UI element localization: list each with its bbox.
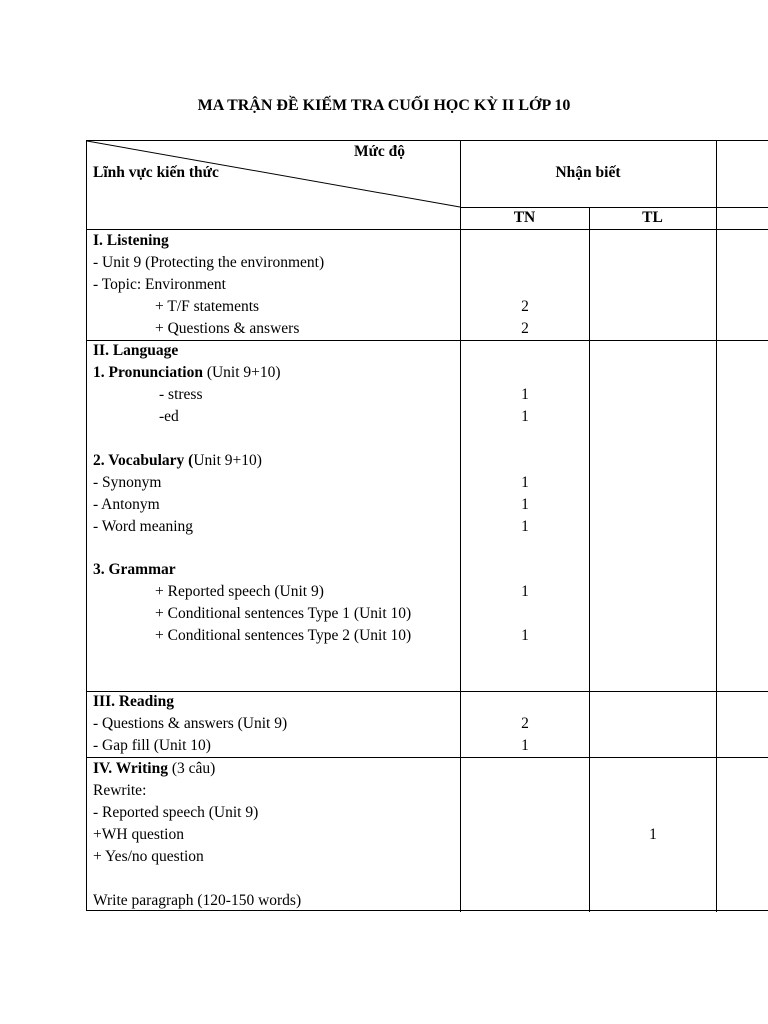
vocabulary-tn-value: 1 bbox=[521, 474, 529, 491]
writing-heading-bold: IV. Writing bbox=[93, 760, 168, 777]
listening-tn-value: 2 bbox=[521, 298, 529, 315]
pronunciation-heading-bold: 1. Pronunciation bbox=[93, 364, 203, 381]
pronunciation-item: -ed bbox=[159, 408, 179, 425]
writing-line: +WH question bbox=[93, 826, 184, 843]
listening-line: + T/F statements bbox=[155, 298, 260, 315]
listening-line: - Topic: Environment bbox=[93, 276, 226, 293]
writing-heading-suffix: (3 câu) bbox=[167, 760, 216, 777]
reading-tn-value: 2 bbox=[521, 715, 529, 732]
vocabulary-item: - Antonym bbox=[93, 496, 160, 513]
header-tl: TL bbox=[642, 209, 663, 226]
writing-line: Write paragraph (120-150 words) bbox=[93, 892, 302, 909]
vocabulary-tn-value: 1 bbox=[521, 496, 529, 513]
vocabulary-tn-value: 1 bbox=[521, 518, 529, 535]
vocabulary-heading-bold: 2. Vocabulary ( bbox=[93, 452, 194, 469]
pronunciation-tn-value: 1 bbox=[521, 386, 529, 403]
listening-line: - Unit 9 (Protecting the environment) bbox=[93, 254, 325, 271]
section-language-heading: II. Language bbox=[93, 342, 179, 359]
matrix-table bbox=[86, 140, 768, 911]
vocabulary-heading-suffix: Unit 9+10) bbox=[193, 452, 262, 469]
header-tn: TN bbox=[513, 209, 536, 226]
pronunciation-item: - stress bbox=[159, 386, 203, 403]
section-listening-heading: I. Listening bbox=[93, 232, 169, 249]
header-linh-vuc: Lĩnh vực kiến thức bbox=[93, 164, 219, 181]
section-reading-heading: III. Reading bbox=[93, 693, 174, 710]
listening-line: + Questions & answers bbox=[155, 320, 300, 337]
vocabulary-item: - Word meaning bbox=[93, 518, 194, 535]
page-title: MA TRẬN ĐỀ KIẾM TRA CUỐI HỌC KỲ II LỚP 10 bbox=[197, 97, 571, 114]
vocabulary-item: - Synonym bbox=[93, 474, 162, 491]
row-divider-language bbox=[87, 691, 768, 692]
writing-line: + Yes/no question bbox=[93, 848, 204, 865]
section-writing-heading bbox=[93, 758, 215, 780]
col-divider-3 bbox=[716, 141, 717, 912]
reading-line: - Questions & answers (Unit 9) bbox=[93, 715, 288, 732]
col-divider-1 bbox=[460, 141, 461, 912]
pronunciation-tn-value: 1 bbox=[521, 408, 529, 425]
writing-tl-value: 1 bbox=[649, 826, 657, 843]
grammar-tn-value: 1 bbox=[521, 583, 529, 600]
header-divider-2 bbox=[87, 229, 768, 230]
pronunciation-heading bbox=[93, 362, 281, 384]
header-nhan-biet: Nhận biết bbox=[555, 164, 621, 181]
grammar-tn-value: 1 bbox=[521, 627, 529, 644]
header-muc-do: Mức độ bbox=[354, 143, 406, 160]
reading-line: - Gap fill (Unit 10) bbox=[93, 737, 211, 754]
col-divider-2 bbox=[589, 207, 590, 912]
vocabulary-heading bbox=[93, 450, 262, 472]
listening-tn-value: 2 bbox=[521, 320, 529, 337]
row-divider-listening bbox=[87, 340, 768, 341]
grammar-heading: 3. Grammar bbox=[93, 561, 176, 578]
reading-tn-value: 1 bbox=[521, 737, 529, 754]
grammar-item: + Conditional sentences Type 1 (Unit 10) bbox=[155, 605, 412, 622]
writing-line: Rewrite: bbox=[93, 782, 147, 799]
writing-line: - Reported speech (Unit 9) bbox=[93, 804, 259, 821]
grammar-item: + Conditional sentences Type 2 (Unit 10) bbox=[155, 627, 412, 644]
grammar-item: + Reported speech (Unit 9) bbox=[155, 583, 324, 600]
pronunciation-heading-suffix: (Unit 9+10) bbox=[202, 364, 281, 381]
